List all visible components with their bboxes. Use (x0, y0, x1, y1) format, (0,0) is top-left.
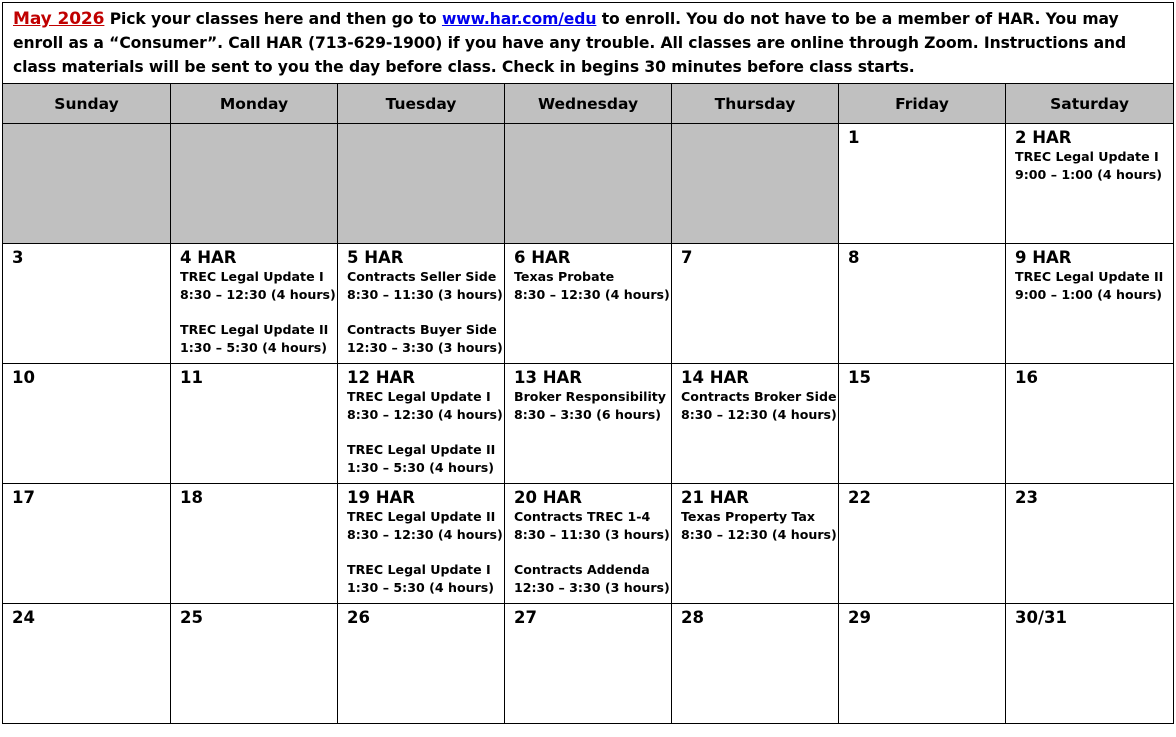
class-entry (1015, 148, 1165, 184)
day-cell (3, 484, 171, 604)
class-name: Contracts TREC 1-4 (514, 509, 651, 524)
class-time: 8:30 – 12:30 (4 hours) (514, 287, 670, 302)
day-number: 8 (848, 248, 860, 267)
day-cell (338, 484, 505, 604)
day-cell (3, 364, 171, 484)
day-number: 29 (848, 608, 871, 627)
day-cell (672, 244, 839, 364)
day-number: 19 HAR (347, 488, 415, 507)
month-title: May 2026 (13, 9, 105, 29)
class-entry (514, 508, 670, 544)
class-entry (1015, 268, 1165, 304)
class-name: Contracts Broker Side (681, 389, 837, 404)
class-entry (347, 321, 503, 357)
class-time: 8:30 – 11:30 (3 hours) (347, 287, 503, 302)
class-name: Texas Property Tax (681, 509, 816, 524)
day-number: 17 (12, 488, 35, 507)
weekday-header-tuesday: Tuesday (338, 84, 505, 124)
intro-row (3, 3, 1174, 84)
class-name: Contracts Seller Side (347, 269, 497, 284)
day-cell (1006, 124, 1174, 244)
day-cell (338, 604, 505, 724)
weekday-header-thursday: Thursday (672, 84, 839, 124)
class-name: TREC Legal Update I (1015, 149, 1159, 164)
class-entry (180, 268, 336, 304)
day-cell (171, 484, 338, 604)
calendar-table (2, 2, 1174, 724)
day-cell (3, 604, 171, 724)
class-entry (347, 388, 503, 424)
day-cell (1006, 364, 1174, 484)
day-number: 26 (347, 608, 370, 627)
day-cell (672, 484, 839, 604)
empty-day-cell (171, 124, 338, 244)
enroll-link[interactable]: www.har.com/edu (441, 10, 597, 28)
week-row (3, 124, 1174, 244)
class-entry (514, 388, 667, 424)
week-row (3, 484, 1174, 604)
class-name: TREC Legal Update II (347, 509, 496, 524)
day-cell (839, 244, 1006, 364)
weekday-header-row (3, 84, 1174, 124)
day-cell (505, 244, 672, 364)
class-time: 8:30 – 12:30 (4 hours) (681, 407, 837, 422)
class-time: 8:30 – 11:30 (3 hours) (514, 527, 670, 542)
day-cell (672, 364, 839, 484)
class-name: TREC Legal Update II (180, 322, 329, 337)
week-row (3, 244, 1174, 364)
class-entry (347, 561, 496, 597)
day-number: 25 (180, 608, 203, 627)
day-number: 1 (848, 128, 860, 147)
class-time: 1:30 – 5:30 (4 hours) (347, 580, 495, 595)
empty-day-cell (338, 124, 505, 244)
week-row (3, 604, 1174, 724)
day-number: 10 (12, 368, 35, 387)
day-number: 3 (12, 248, 24, 267)
class-time: 1:30 – 5:30 (4 hours) (180, 340, 328, 355)
day-number: 21 HAR (681, 488, 749, 507)
day-cell (839, 364, 1006, 484)
class-time: 8:30 – 12:30 (4 hours) (347, 407, 503, 422)
class-entry (681, 388, 837, 424)
day-cell (171, 364, 338, 484)
class-entry (514, 268, 670, 304)
class-name: Texas Probate (514, 269, 615, 284)
day-number: 4 HAR (180, 248, 237, 267)
class-time: 12:30 – 3:30 (3 hours) (514, 580, 670, 595)
day-number: 20 HAR (514, 488, 582, 507)
class-time: 9:00 – 1:00 (4 hours) (1015, 167, 1163, 182)
day-cell (839, 484, 1006, 604)
day-number: 11 (180, 368, 203, 387)
class-entry (681, 508, 837, 544)
day-number: 27 (514, 608, 537, 627)
empty-day-cell (505, 124, 672, 244)
day-number: 22 (848, 488, 871, 507)
day-cell (505, 364, 672, 484)
class-time: 8:30 – 12:30 (4 hours) (180, 287, 336, 302)
intro-text-part1: Pick your classes here and then go to (104, 10, 442, 28)
class-entry (347, 441, 496, 477)
day-number: 5 HAR (347, 248, 404, 267)
class-name: TREC Legal Update I (347, 389, 491, 404)
weekday-header-saturday: Saturday (1006, 84, 1174, 124)
day-number: 28 (681, 608, 704, 627)
intro-text-part2: to enroll. You do not have to be a member of HAR. You may enroll as a “Consumer”. Call HAR (713-629-1900) if you have any trouble. All classes are online through Zoom. Instructions and class materials will be sent to you the day before class. Check in begins 30 minutes before class starts. (13, 10, 1127, 76)
day-cell (338, 364, 505, 484)
class-entry (180, 321, 329, 357)
day-cell (505, 484, 672, 604)
day-cell (338, 244, 505, 364)
class-time: 9:00 – 1:00 (4 hours) (1015, 287, 1163, 302)
empty-day-cell (3, 124, 171, 244)
day-cell (171, 244, 338, 364)
day-cell (1006, 244, 1174, 364)
class-name: TREC Legal Update I (347, 562, 491, 577)
class-name: TREC Legal Update I (180, 269, 324, 284)
day-number: 13 HAR (514, 368, 582, 387)
class-name: TREC Legal Update II (347, 442, 496, 457)
day-cell (839, 604, 1006, 724)
class-entry (347, 268, 503, 304)
day-number: 23 (1015, 488, 1038, 507)
weekday-header-friday: Friday (839, 84, 1006, 124)
class-time: 12:30 – 3:30 (3 hours) (347, 340, 503, 355)
day-number: 14 HAR (681, 368, 749, 387)
day-number: 30/31 (1015, 608, 1067, 627)
class-name: TREC Legal Update II (1015, 269, 1164, 284)
class-name: Contracts Addenda (514, 562, 650, 577)
day-number: 9 HAR (1015, 248, 1072, 267)
day-cell (505, 604, 672, 724)
day-number: 15 (848, 368, 871, 387)
class-time: 8:30 – 12:30 (4 hours) (681, 527, 837, 542)
day-number: 24 (12, 608, 35, 627)
day-number: 12 HAR (347, 368, 415, 387)
class-entry (514, 561, 670, 597)
weekday-header-monday: Monday (171, 84, 338, 124)
day-number: 16 (1015, 368, 1038, 387)
day-cell (672, 604, 839, 724)
day-number: 7 (681, 248, 693, 267)
day-cell (839, 124, 1006, 244)
intro-text (3, 3, 1174, 84)
class-name: Broker Responsibility (514, 389, 667, 404)
day-cell (1006, 484, 1174, 604)
day-cell (3, 244, 171, 364)
class-entry (347, 508, 503, 544)
day-cell (1006, 604, 1174, 724)
week-row (3, 364, 1174, 484)
day-number: 6 HAR (514, 248, 571, 267)
weekday-header-sunday: Sunday (3, 84, 171, 124)
day-cell (171, 604, 338, 724)
class-name: Contracts Buyer Side (347, 322, 497, 337)
weekday-header-wednesday: Wednesday (505, 84, 672, 124)
class-time: 1:30 – 5:30 (4 hours) (347, 460, 495, 475)
day-number: 18 (180, 488, 203, 507)
day-number: 2 HAR (1015, 128, 1072, 147)
empty-day-cell (672, 124, 839, 244)
class-time: 8:30 – 12:30 (4 hours) (347, 527, 503, 542)
class-time: 8:30 – 3:30 (6 hours) (514, 407, 662, 422)
